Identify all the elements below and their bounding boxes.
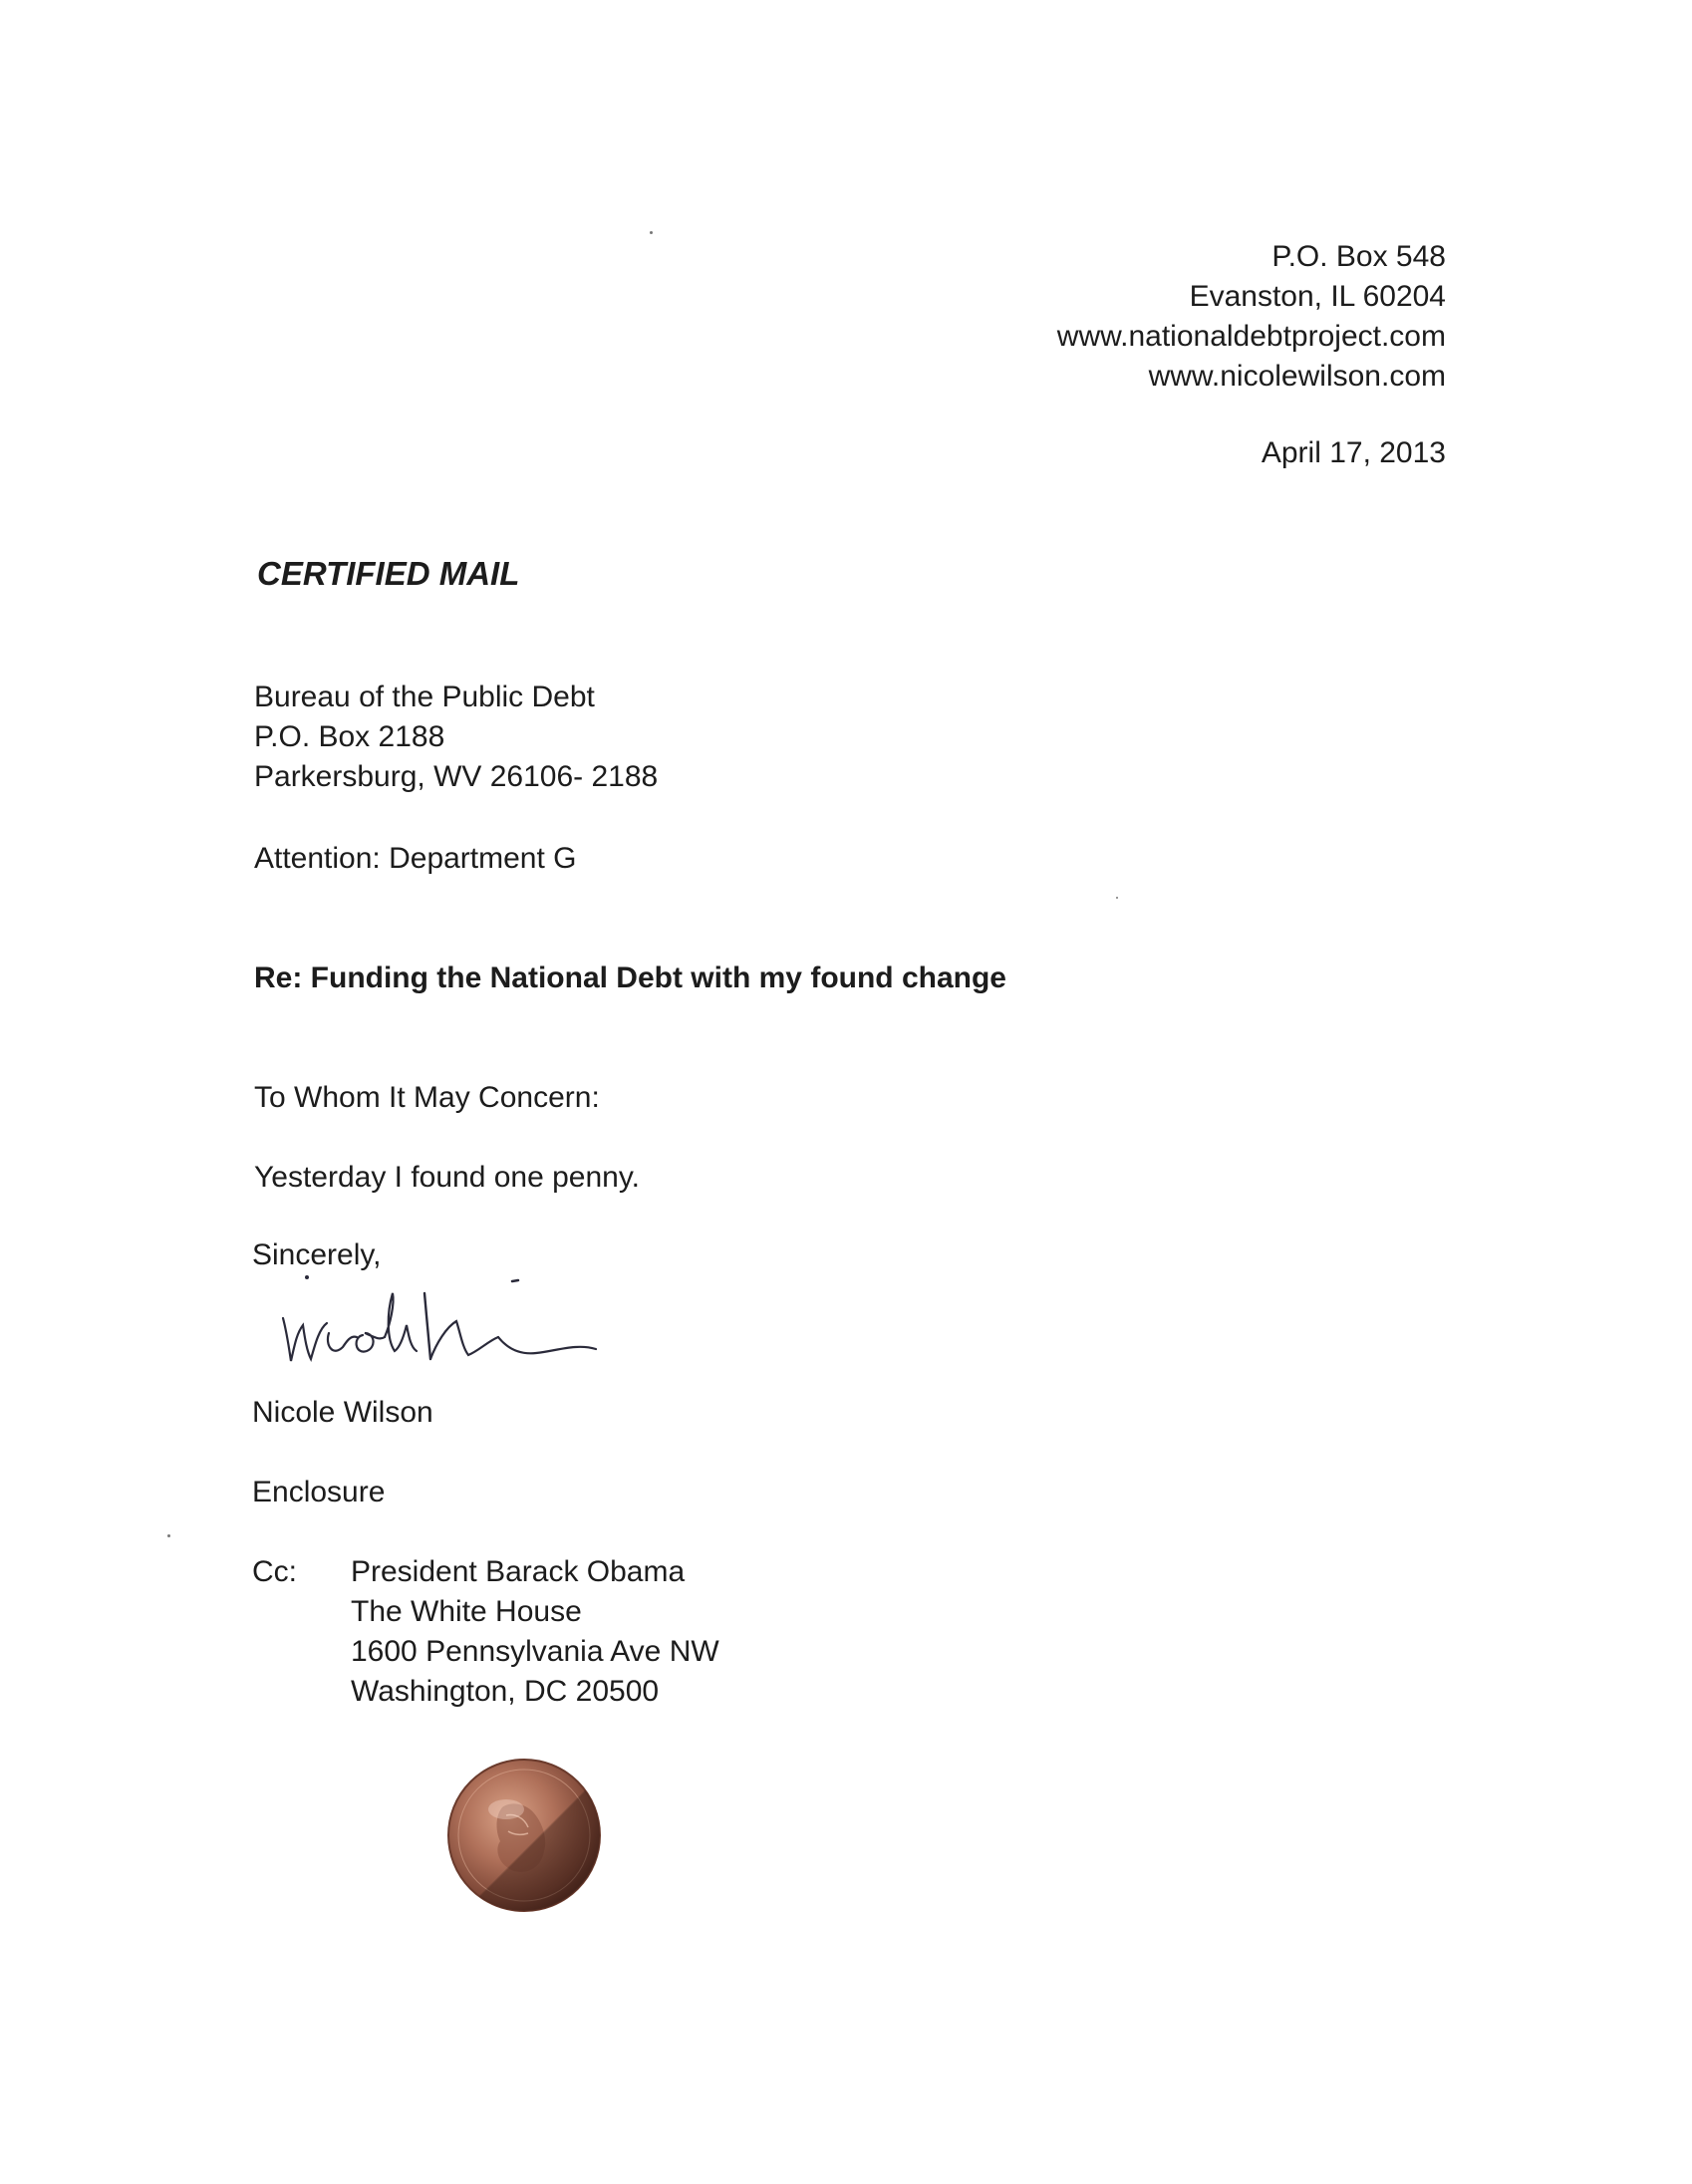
delivery-method: CERTIFIED MAIL — [257, 555, 520, 592]
return-address-line: Evanston, IL 60204 — [1189, 280, 1446, 313]
recipient-line: Parkersburg, WV 26106- 2188 — [254, 760, 659, 793]
return-address-line: P.O. Box 548 — [1271, 240, 1446, 273]
return-address-line: www.nationaldebtproject.com — [1056, 320, 1446, 353]
cc-line: Washington, DC 20500 — [351, 1675, 660, 1708]
return-address-line: www.nicolewilson.com — [1148, 360, 1446, 393]
salutation: To Whom It May Concern: — [254, 1081, 600, 1114]
recipient-line: Bureau of the Public Debt — [254, 681, 595, 713]
return-address — [1057, 237, 1446, 397]
penny-image — [444, 1756, 604, 1915]
closing: Sincerely, — [252, 1238, 382, 1271]
cc-line: 1600 Pennsylvania Ave NW — [351, 1635, 719, 1668]
paper-speck — [1116, 897, 1118, 899]
cc-line: The White House — [351, 1595, 582, 1628]
recipient-address — [254, 678, 658, 797]
enclosure-note: Enclosure — [252, 1476, 386, 1508]
paper-speck — [650, 231, 653, 234]
letter-body: Yesterday I found one penny. — [254, 1161, 640, 1194]
recipient-line: P.O. Box 2188 — [254, 720, 445, 753]
attention-line: Attention: Department G — [254, 842, 577, 875]
cc-recipient — [351, 1552, 719, 1712]
letter-date: April 17, 2013 — [1261, 436, 1446, 469]
cc-line: President Barack Obama — [351, 1555, 686, 1588]
signer-name: Nicole Wilson — [252, 1396, 433, 1429]
cc-label: Cc: — [252, 1555, 297, 1588]
paper-speck — [167, 1534, 170, 1537]
subject-line: Re: Funding the National Debt with my found change — [254, 961, 1006, 994]
handwritten-signature — [267, 1263, 606, 1373]
